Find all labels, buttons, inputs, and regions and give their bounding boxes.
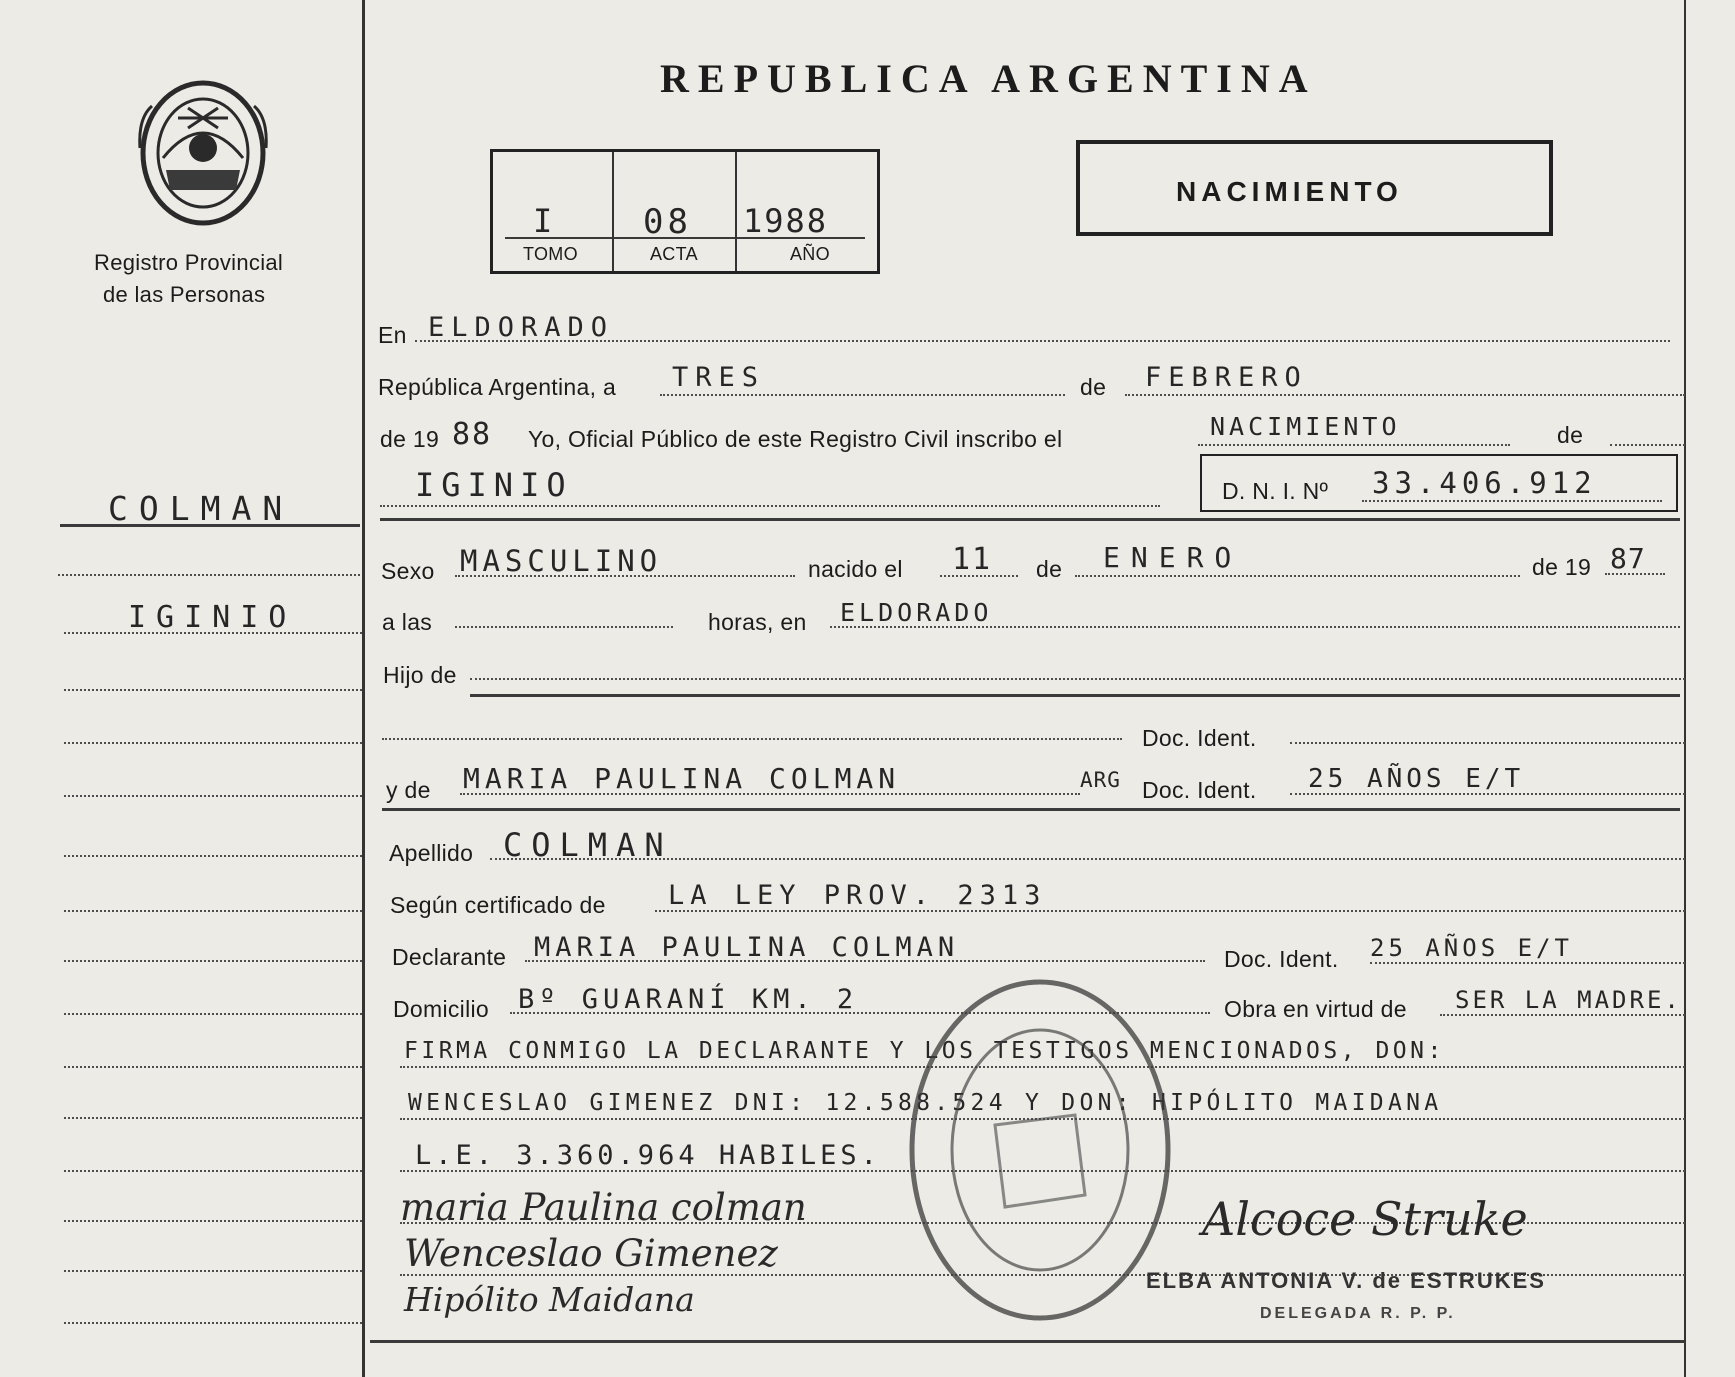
inscribo-value: NACIMIENTO <box>1210 412 1401 441</box>
de19-label: de 19 <box>380 426 440 452</box>
dni-box <box>1200 454 1678 512</box>
margin-divider <box>362 0 365 1377</box>
tomo-label: TOMO <box>523 244 578 264</box>
declarante-label: Declarante <box>392 944 507 970</box>
margin-line <box>64 1170 362 1172</box>
section-rule <box>470 694 1680 697</box>
margin-line <box>64 1322 362 1324</box>
day-value: TRES <box>672 362 766 393</box>
margin-line <box>64 910 362 912</box>
form-line <box>1440 1014 1685 1016</box>
acta-label: ACTA <box>650 244 698 264</box>
margin-surname-underline <box>60 524 360 527</box>
form-line <box>460 793 1080 795</box>
declarante-value: MARIA PAULINA COLMAN <box>534 932 960 963</box>
form-line <box>470 678 1685 680</box>
de19-label-2: de 19 <box>1532 554 1592 580</box>
anio-value: 1988 <box>743 202 829 240</box>
margin-line <box>64 689 362 691</box>
margin-line <box>64 960 362 962</box>
form-line <box>655 910 1685 912</box>
country-title: REPUBLICA ARGENTINA <box>660 56 1317 101</box>
official-text: Yo, Oficial Público de este Registro Civil inscribo el <box>528 426 1063 452</box>
mother-nationality: ARG <box>1080 768 1121 792</box>
margin-line <box>58 574 360 576</box>
form-line <box>525 960 1205 962</box>
form-line <box>1610 444 1685 446</box>
form-line <box>1370 962 1685 964</box>
birth-day: 11 <box>952 542 993 577</box>
domicilio-value: Bº GUARANÍ KM. 2 <box>518 984 859 1015</box>
province-seal-icon <box>138 78 268 228</box>
yde-label: y de <box>386 777 431 803</box>
form-line <box>380 505 1160 507</box>
act-type-box <box>1076 140 1553 236</box>
dni-value: 33.406.912 <box>1372 466 1597 500</box>
declarant-signature: maria Paulina colman <box>400 1186 807 1229</box>
witness-2-signature: Hipólito Maidana <box>404 1280 695 1319</box>
anio-label: AÑO <box>790 244 830 264</box>
form-line <box>660 394 1065 396</box>
de-label-3: de <box>1036 556 1063 582</box>
hijo-label: Hijo de <box>383 662 457 688</box>
official-title: DELEGADA R. P. P. <box>1260 1305 1456 1322</box>
witness-1-signature: Wenceslao Gimenez <box>404 1232 778 1275</box>
de-label: de <box>1080 374 1107 400</box>
acta-value: 08 <box>643 202 692 242</box>
form-line <box>1362 500 1662 502</box>
margin-line <box>64 1270 362 1272</box>
month-value: FEBRERO <box>1145 362 1308 393</box>
tomo-value: I <box>533 202 560 240</box>
free-line-2: WENCESLAO GIMENEZ DNI: 12.588.524 Y DON: HIPÓLITO MAIDANA <box>408 1090 1443 1116</box>
section-rule <box>370 1340 1685 1343</box>
mother-doc: 25 AÑOS E/T <box>1308 764 1525 794</box>
free-line-1: FIRMA CONMIGO LA DECLARANTE Y LOS TESTIGOS MENCIONADOS, DON: <box>404 1038 1445 1064</box>
margin-line <box>64 1220 362 1222</box>
ref-divider <box>612 152 614 271</box>
birth-month: ENERO <box>1103 541 1243 574</box>
sexo-label: Sexo <box>381 558 435 584</box>
act-type-label: NACIMIENTO <box>1176 176 1403 207</box>
form-line <box>1605 573 1665 575</box>
obra-value: SER LA MADRE. <box>1455 986 1682 1014</box>
registry-line-1: Registro Provincial <box>94 250 284 275</box>
form-line <box>1075 575 1520 577</box>
domicilio-label: Domicilio <box>393 996 489 1022</box>
dni-label: D. N. I. Nº <box>1222 478 1329 504</box>
nacido-label: nacido el <box>808 556 903 582</box>
form-line <box>940 575 1018 577</box>
form-line <box>415 340 1670 342</box>
margin-given-name: IGINIO <box>128 600 297 635</box>
record-reference-box <box>490 149 880 274</box>
year-value: 88 <box>452 417 493 452</box>
margin-line <box>64 1013 362 1015</box>
form-line <box>455 626 673 628</box>
form-line <box>830 626 1680 628</box>
form-line <box>1125 394 1685 396</box>
apellido-label: Apellido <box>389 840 474 866</box>
official-signature: Alcoce Struke <box>1202 1192 1528 1246</box>
segun-value: LA LEY PROV. 2313 <box>668 880 1047 911</box>
form-line <box>1198 444 1510 446</box>
margin-line <box>64 855 362 857</box>
margin-line <box>64 632 362 634</box>
margin-line <box>64 1117 362 1119</box>
name-value: IGINIO <box>415 466 573 504</box>
birth-place: ELDORADO <box>840 598 993 627</box>
doc-ident-label-father: Doc. Ident. <box>1142 725 1257 751</box>
margin-line <box>64 742 362 744</box>
doc-ident-label-mother: Doc. Ident. <box>1142 777 1257 803</box>
margin-line <box>64 795 362 797</box>
mother-name: MARIA PAULINA COLMAN <box>463 762 901 795</box>
margin-surname: COLMAN <box>108 489 294 528</box>
margin-line <box>64 1066 362 1068</box>
sexo-value: MASCULINO <box>460 544 663 578</box>
en-value: ELDORADO <box>428 312 615 343</box>
registry-line-2: de las Personas <box>103 282 266 307</box>
de-label-2: de <box>1557 422 1584 448</box>
republica-label: República Argentina, a <box>378 374 617 400</box>
alas-label: a las <box>382 609 433 635</box>
obra-label: Obra en virtud de <box>1224 996 1407 1022</box>
apellido-value: COLMAN <box>503 826 673 864</box>
official-name: ELBA ANTONIA V. de ESTRUKES <box>1146 1268 1546 1293</box>
form-line <box>1290 742 1685 744</box>
form-line <box>1290 793 1685 795</box>
section-rule <box>382 808 1680 811</box>
declarante-doc: 25 AÑOS E/T <box>1370 934 1573 962</box>
birth-year: 87 <box>1610 542 1646 575</box>
registry-stamp-icon <box>905 975 1175 1325</box>
form-line <box>382 738 1122 740</box>
form-line <box>490 858 1685 860</box>
ref-divider <box>735 152 737 271</box>
horas-label: horas, en <box>708 609 807 635</box>
section-rule <box>380 518 1680 521</box>
en-label: En <box>378 322 407 348</box>
free-line-3: L.E. 3.360.964 HABILES. <box>415 1140 881 1171</box>
segun-label: Según certificado de <box>390 892 606 918</box>
doc-ident-label-declarante: Doc. Ident. <box>1224 946 1339 972</box>
ref-underline <box>505 237 865 239</box>
form-line <box>455 575 795 577</box>
